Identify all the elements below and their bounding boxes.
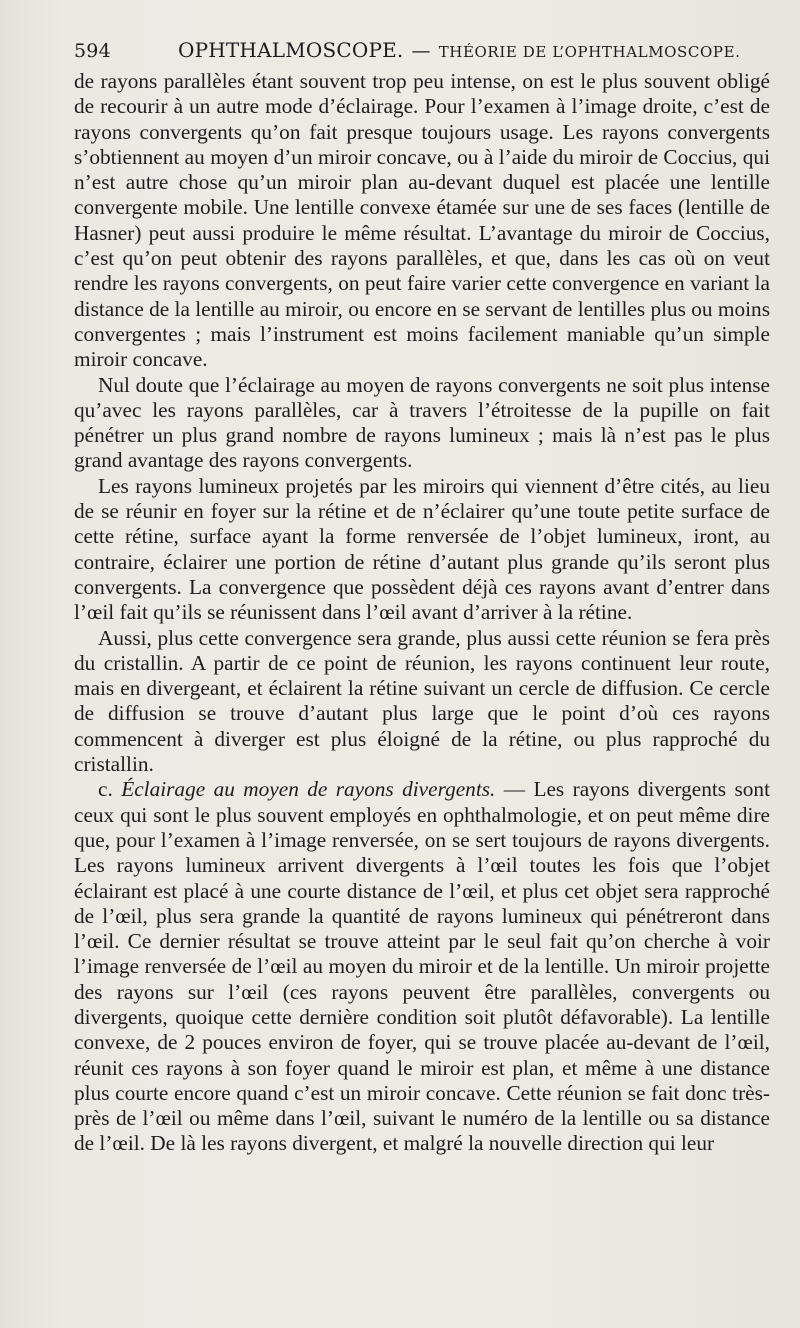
- page-number: 594: [74, 40, 111, 62]
- running-separator: —: [411, 40, 431, 62]
- running-title: OPHTHALMOSCOPE.: [178, 38, 404, 62]
- paragraph: Nul doute que l’éclairage au moyen de rayons convergents ne soit plus intense qu’avec les rayons parallèles, car à travers l’étroitesse de la pupille on fait pénétrer un plus grand nombre de rayons lumineux ; mais là n’est pas le plus grand avantage des rayons convergents.: [74, 372, 770, 473]
- section-c-paragraph: [74, 777, 770, 1156]
- running-head: [178, 38, 741, 62]
- paragraph: Aussi, plus cette convergence sera grande, plus aussi cette réunion se fera près du cristallin. A partir de ce point de réunion, les rayons continuent leur route, mais en divergeant, et éclairent la rétine suivant un cercle de diffusion. Ce cercle de diffusion se trouve d’autant plus large que le point d’où ces rayons commencent à diverger est plus éloigné de la rétine, ou plus rapproché du cristallin.: [74, 625, 770, 777]
- section-heading: Éclairage au moyen de rayons divergents.: [121, 777, 496, 802]
- section-text: — Les rayons divergents sont ceux qui sont le plus souvent employés en ophthalmologie, et on peut même dire que, pour l’examen à l’image renversée, on se sert toujours de rayons divergents. Les rayons lumineux arrivent divergents à l’œil toutes les fois que l’objet éclairant est placé à une courte distance de l’œil, et plus cet objet sera rapproché de l’œil, plus sera grande la quantité de rayons lumineux qui pénétreront dans l’œil. Ce dernier résultat se trouve atteint par le seul fait qu’on cherche à voir l’image renversée de l’œil au moyen du miroir et de la lentille. Un miroir projette des rayons sur l’œil (ces rayons peuvent être parallèles, convergents ou divergents, quoique cette dernière condition soit plutôt défavorable). La lentille convexe, de 2 pouces environ de foyer, qui se trouve placée au-devant de l’œil, réunit ces rayons à son foyer quand le miroir est plan, et même à une distance plus courte encore quand c’est un miroir concave. Cette réunion se fait donc très-près de l’œil ou même dans l’œil, suivant le numéro de la lentille ou sa distance de l’œil. De là les rayons divergent, et malgré la nouvelle direction qui leur: [74, 777, 770, 1156]
- section-label: c.: [98, 777, 113, 802]
- paragraph-continued: de rayons parallèles étant souvent trop peu intense, on est le plus souvent obligé de recourir à un autre mode d’éclairage. Pour l’examen à l’image droite, c’est de rayons convergents qu’on fait presque toujours usage. Les rayons convergents s’obtiennent au moyen d’un miroir concave, ou à l’aide du miroir de Coccius, qui n’est autre chose qu’un miroir plan au-devant duquel est placée une lentille convergente mobile. Une lentille convexe étamée sur une de ses faces (lentille de Hasner) peut aussi produire le même résultat. L’avantage du miroir de Coccius, c’est qu’on peut obtenir des rayons parallèles, et que, dans les cas où on veut rendre les rayons convergents, on peut faire varier cette convergence en variant la distance de la lentille au miroir, ou encore en se servant de lentilles plus ou moins convergentes ; mais l’instrument est moins facilement maniable qu’un simple miroir concave.: [74, 69, 770, 372]
- body-text: [74, 69, 770, 1157]
- paragraph: Les rayons lumineux projetés par les miroirs qui viennent d’être cités, au lieu de se réunir en foyer sur la rétine et de n’éclairer qu’une toute petite surface de cette rétine, surface ayant la forme renversée de l’objet lumineux, iront, au contraire, éclairer une portion de rétine d’autant plus grande qu’ils seront plus convergents. La convergence que possèdent déjà ces rayons avant d’entrer dans l’œil fait qu’ils se réunissent dans l’œil avant d’arriver à la rétine.: [74, 473, 770, 625]
- running-subtitle: THÉORIE DE L’OPHTHALMOSCOPE.: [438, 43, 741, 61]
- running-header: [74, 38, 770, 66]
